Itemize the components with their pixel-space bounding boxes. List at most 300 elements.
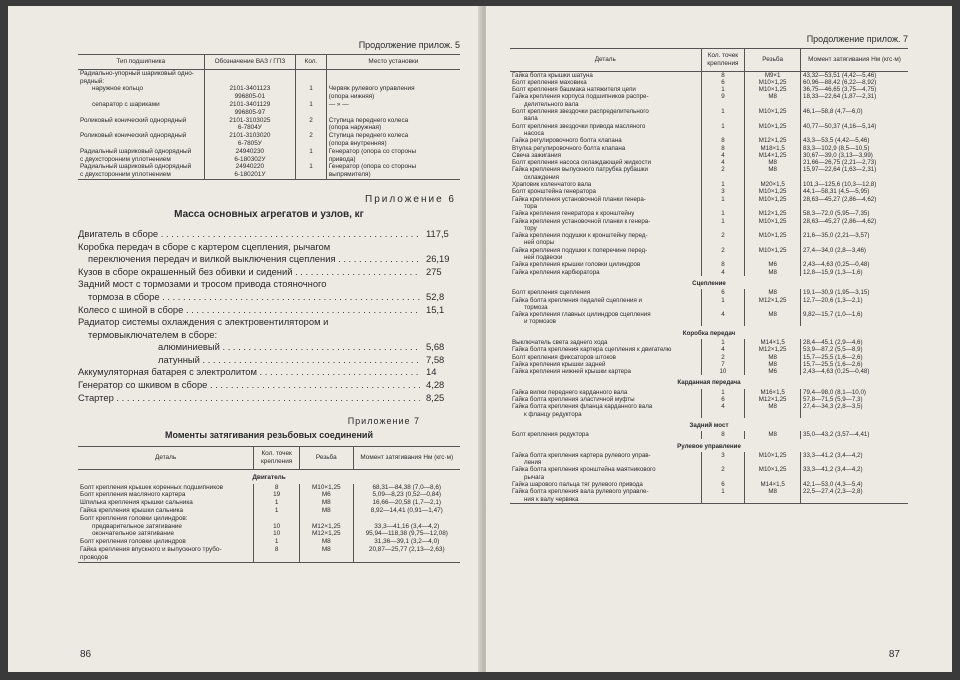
table-cell: 9,82—15,7 (1,0—1,6) bbox=[801, 311, 908, 318]
table-row bbox=[78, 530, 460, 538]
table-cell: 1 bbox=[701, 181, 745, 188]
table-cell: 2 bbox=[701, 232, 745, 239]
table-cell: М10×1,25 bbox=[745, 86, 801, 93]
mass-line: Коробка передач в сборе с картером сцепления, рычагом bbox=[78, 240, 331, 252]
table-cell: 15,7—25,5 (1,6—2,6) bbox=[801, 361, 908, 368]
table-cell bbox=[745, 459, 801, 466]
table-cell bbox=[801, 411, 908, 418]
table-cell: Генератор (опора со стороны bbox=[326, 163, 460, 171]
table-cell: 15,7—25,5 (1,6—2,6) bbox=[801, 354, 908, 361]
section-title: Карданная передача bbox=[677, 379, 741, 387]
table-cell bbox=[745, 318, 801, 325]
table-cell: 4 bbox=[701, 311, 745, 318]
table-cell: Гайка болта крышки шатуна bbox=[512, 71, 593, 79]
table-cell: 53,9—87,2 (5,5—8,9) bbox=[801, 346, 908, 353]
table-cell bbox=[296, 171, 327, 179]
table-cell: 35,0—43,2 (3,57—4,41) bbox=[801, 431, 908, 438]
table-row bbox=[78, 69, 460, 77]
table-cell bbox=[745, 496, 801, 504]
table-cell bbox=[701, 130, 745, 137]
table-cell bbox=[745, 203, 801, 210]
table-cell: тора bbox=[524, 202, 538, 210]
table-cell: 33,3—41,2 (3,4—4,2) bbox=[801, 452, 908, 459]
table-cell: 44,1—58,31 (4,5—5,95) bbox=[801, 188, 908, 195]
table-cell bbox=[801, 203, 908, 210]
table-cell: тору bbox=[524, 224, 537, 232]
table-cell bbox=[701, 474, 745, 481]
table-cell bbox=[801, 174, 908, 181]
torque-table-right bbox=[510, 48, 908, 504]
table-row bbox=[78, 85, 460, 93]
table-cell: 996805-01 bbox=[204, 93, 296, 101]
table-row bbox=[510, 346, 908, 353]
mass-item bbox=[78, 392, 460, 405]
table-cell: (опора наружная) bbox=[326, 124, 460, 132]
table-row bbox=[510, 466, 908, 473]
table-cell: Гайка болта крепления вала рулевого управле- bbox=[512, 488, 649, 496]
table-cell bbox=[745, 225, 801, 232]
page-number-right: 87 bbox=[888, 649, 900, 660]
table-cell: 5,09—8,23 (0,52—0,84) bbox=[353, 491, 460, 499]
table-cell: М8 bbox=[745, 159, 801, 166]
table-cell: М9×1 bbox=[745, 71, 801, 79]
section-title: Двигатель bbox=[252, 473, 286, 481]
table-row bbox=[510, 459, 908, 466]
column-header: Кол. точек крепления bbox=[254, 447, 300, 470]
torque-table-left bbox=[78, 446, 460, 562]
table-cell: Гайка крепления выпускного патрубка рубашки bbox=[512, 166, 648, 174]
table-row bbox=[78, 78, 460, 86]
table-cell: 2,43—4,63 (0,25—0,48) bbox=[801, 261, 908, 268]
table-cell: 95,94—118,38 (9,75—12,08) bbox=[353, 530, 460, 538]
table-cell: М14×1,5 bbox=[745, 481, 801, 488]
mass-item-name: Кузов в сборе окрашенный без обивки и сидений . . . bbox=[78, 266, 420, 279]
table-cell bbox=[701, 304, 745, 311]
table-cell: М10×1,25 bbox=[745, 79, 801, 86]
table-row bbox=[510, 174, 908, 181]
table-cell: Болт крепления звездочки распределительного bbox=[512, 108, 649, 116]
table-cell: 20,87—25,77 (2,13—2,63) bbox=[353, 546, 460, 554]
table-cell: Гайка крепления установочной планки генера- bbox=[512, 195, 646, 203]
table-row bbox=[510, 289, 908, 296]
table-cell: 33,3—41,16 (3,4—4,2) bbox=[353, 523, 460, 531]
table-cell: 8 bbox=[701, 137, 745, 144]
table-cell: 15,97—22,64 (1,63—2,31) bbox=[801, 166, 908, 173]
table-cell bbox=[78, 93, 204, 101]
table-cell bbox=[701, 101, 745, 108]
table-cell: и тормозов bbox=[524, 318, 556, 326]
table-cell: М8 bbox=[745, 354, 801, 361]
table-row bbox=[510, 196, 908, 203]
column-header: Момент затягивания Нм (кгс·м) bbox=[353, 447, 460, 470]
table-cell bbox=[801, 115, 908, 122]
table-cell: 6-7804У bbox=[204, 124, 296, 132]
section-title: Коробка передач bbox=[682, 329, 736, 337]
table-cell bbox=[801, 225, 908, 232]
table-cell: Шпилька крепления крышки сальника bbox=[80, 499, 193, 507]
table-cell: 8 bbox=[701, 431, 745, 438]
section-title: Сцепление bbox=[692, 279, 726, 287]
page-number-left: 86 bbox=[80, 649, 92, 660]
table-cell bbox=[296, 109, 327, 117]
table-row bbox=[510, 130, 908, 137]
table-cell: М6 bbox=[745, 368, 801, 375]
table-cell bbox=[296, 78, 327, 86]
table-cell: Втулка регулировочного болта клапана bbox=[512, 144, 626, 152]
mass-item bbox=[78, 341, 460, 354]
table-cell: М8 bbox=[745, 488, 801, 495]
table-cell: Роликовый конический однорядный bbox=[80, 132, 187, 140]
table-cell: привода) bbox=[326, 156, 460, 164]
table-row bbox=[510, 239, 908, 246]
table-cell: М8 bbox=[745, 93, 801, 100]
table-cell bbox=[801, 130, 908, 137]
table-cell: ния к валу червяка bbox=[524, 495, 579, 503]
table-cell: ней подвески bbox=[524, 254, 563, 262]
table-row bbox=[510, 261, 908, 268]
table-row bbox=[510, 361, 908, 368]
mass-item bbox=[78, 304, 460, 317]
table-cell bbox=[745, 304, 801, 311]
table-cell: М8 bbox=[300, 538, 353, 546]
table-cell bbox=[204, 78, 296, 86]
table-cell bbox=[701, 174, 745, 181]
table-row bbox=[510, 431, 908, 438]
table-cell: М12×1,25 bbox=[745, 396, 801, 403]
table-row bbox=[510, 452, 908, 459]
table-cell bbox=[254, 554, 300, 562]
table-cell: рычага bbox=[524, 473, 545, 481]
table-cell: Ступица переднего колеса bbox=[326, 117, 460, 125]
table-cell: 1 bbox=[296, 101, 327, 109]
column-header: Резьба bbox=[745, 49, 801, 72]
table-cell bbox=[801, 459, 908, 466]
table-cell: Болт крепления крышек коренных подшипников bbox=[80, 483, 224, 491]
table-cell: 10 bbox=[254, 530, 300, 538]
mass-item-value: 14 bbox=[426, 366, 437, 378]
table-cell: 2 bbox=[701, 247, 745, 254]
table-cell bbox=[701, 411, 745, 418]
table-row bbox=[78, 117, 460, 125]
mass-item bbox=[78, 291, 460, 304]
appendix-6-heading: Приложение 6 bbox=[365, 193, 456, 205]
table-cell: тормоза bbox=[524, 303, 548, 311]
appendix-7-title: Моменты затягивания резьбовых соединений bbox=[165, 430, 373, 441]
table-cell: М8 bbox=[300, 499, 353, 507]
table-row bbox=[510, 339, 908, 346]
table-cell: М10×1,25 bbox=[745, 232, 801, 239]
table-row bbox=[78, 109, 460, 117]
column-header: Момент затягивания Нм (кгс·м) bbox=[801, 49, 908, 72]
table-row bbox=[78, 132, 460, 140]
table-cell: предварительное затягивание bbox=[92, 522, 182, 530]
table-cell: 1 bbox=[701, 389, 745, 396]
mass-item-value: 8,25 bbox=[426, 391, 445, 403]
table-row bbox=[510, 225, 908, 232]
table-cell: 1 bbox=[701, 196, 745, 203]
table-cell: охлаждения bbox=[524, 173, 559, 181]
table-cell: 60,96—88,42 (6,22—8,92) bbox=[801, 79, 908, 86]
table-cell: 2101-3401123 bbox=[204, 85, 296, 93]
section-row bbox=[510, 375, 908, 388]
mass-line: Радиатор системы охлаждения с электровентилятором и bbox=[78, 316, 329, 328]
table-row bbox=[510, 86, 908, 93]
table-cell: 16,66—20,58 (1,7—2,1) bbox=[353, 499, 460, 507]
table-cell: 6-180302У bbox=[204, 156, 296, 164]
table-cell: — » — bbox=[326, 101, 460, 109]
table-cell: 2 bbox=[701, 354, 745, 361]
mass-line: Задний мост с тормозами и тросом привода стояночного bbox=[78, 278, 327, 290]
table-cell: сепаратор с шариками bbox=[92, 100, 160, 108]
column-header: Резьба bbox=[300, 447, 353, 470]
table-cell: 6-7805У bbox=[204, 140, 296, 148]
bearings-table bbox=[78, 54, 460, 180]
table-cell bbox=[353, 515, 460, 523]
table-cell: с двухсторонним уплотнением bbox=[80, 171, 171, 179]
table-cell bbox=[801, 239, 908, 246]
table-cell: 4 bbox=[701, 159, 745, 166]
table-cell: (опора внутренняя) bbox=[326, 140, 460, 148]
table-row bbox=[510, 488, 908, 495]
table-row bbox=[510, 254, 908, 261]
right-page bbox=[486, 6, 952, 672]
table-cell: 8 bbox=[701, 261, 745, 268]
table-cell bbox=[745, 474, 801, 481]
table-cell: 19,1—30,9 (1,95—3,15) bbox=[801, 289, 908, 296]
table-row bbox=[78, 491, 460, 499]
table-row bbox=[510, 166, 908, 173]
table-cell: Ступица переднего колеса bbox=[326, 132, 460, 140]
mass-item-name: латунный . . . bbox=[78, 354, 420, 367]
running-head-right: Продолжение прилож. 7 bbox=[806, 34, 908, 44]
table-row bbox=[510, 496, 908, 504]
mass-item-value: 117,5 bbox=[426, 227, 449, 239]
table-cell bbox=[701, 239, 745, 246]
left-page bbox=[8, 6, 482, 672]
table-cell: 33,3—41,2 (3,4—4,2) bbox=[801, 466, 908, 473]
table-cell bbox=[296, 69, 327, 77]
table-cell: 28,63—45,27 (2,86—4,62) bbox=[801, 196, 908, 203]
mass-item bbox=[78, 366, 460, 379]
table-cell: Болт крепления головки цилиндров bbox=[80, 538, 186, 546]
table-cell: М10×1,25 bbox=[745, 466, 801, 473]
table-cell: Радиальный шариковый однорядный bbox=[80, 163, 192, 171]
table-row bbox=[510, 297, 908, 304]
table-cell: 30,67—39,0 (3,13—3,99) bbox=[801, 152, 908, 159]
table-row bbox=[78, 554, 460, 562]
table-cell: Гайка крепления впускного и выпускного трубо- bbox=[80, 546, 222, 554]
table-cell: 19 bbox=[254, 491, 300, 499]
table-cell: 28,63—45,27 (2,86—4,62) bbox=[801, 218, 908, 225]
table-cell: к фланцу редуктора bbox=[524, 410, 582, 418]
running-head-left: Продолжение прилож. 5 bbox=[358, 40, 460, 50]
appendix-6-title: Масса основных агрегатов и узлов, кг bbox=[174, 208, 364, 220]
mass-item-value: 275 bbox=[426, 265, 442, 277]
table-cell: М12×1,25 bbox=[745, 297, 801, 304]
table-cell bbox=[701, 203, 745, 210]
table-row bbox=[510, 311, 908, 318]
table-cell: М8 bbox=[745, 431, 801, 438]
table-row bbox=[510, 145, 908, 152]
table-row bbox=[510, 188, 908, 195]
table-cell: Гайка болта крепления картера рулевого управ- bbox=[512, 451, 651, 459]
table-cell: 1 bbox=[701, 297, 745, 304]
table-cell: 1 bbox=[254, 507, 300, 515]
mass-line: термовыключателем в сборе: bbox=[88, 328, 218, 340]
table-cell: М8 bbox=[745, 269, 801, 276]
table-cell: 40,77—50,37 (4,16—5,14) bbox=[801, 123, 908, 130]
column-header: Тип подшипника bbox=[78, 55, 204, 70]
table-cell: М8 bbox=[745, 311, 801, 318]
table-cell: М10×1,25 bbox=[745, 247, 801, 254]
table-cell: 12,7—20,6 (1,3—2,1) bbox=[801, 297, 908, 304]
mass-item bbox=[78, 228, 460, 241]
table-row bbox=[510, 269, 908, 276]
table-cell: делительного вала bbox=[524, 100, 579, 108]
table-row bbox=[78, 499, 460, 507]
table-cell: 27,4—34,0 (2,8—3,46) bbox=[801, 247, 908, 254]
table-cell: 4 bbox=[701, 269, 745, 276]
table-cell: 12,8—15,9 (1,3—1,6) bbox=[801, 269, 908, 276]
table-cell: 1 bbox=[701, 339, 745, 346]
table-row bbox=[78, 515, 460, 523]
mass-item-name: алюминиевый . . . bbox=[78, 341, 420, 354]
table-cell: М18×1,5 bbox=[745, 145, 801, 152]
table-cell: Болт крепления редуктора bbox=[512, 431, 589, 439]
table-cell: 3 bbox=[701, 452, 745, 459]
table-cell: 4 bbox=[701, 152, 745, 159]
table-cell: Гайка крепления карбюратора bbox=[512, 268, 600, 276]
table-cell: 28,4—45,1 (2,9—4,6) bbox=[801, 339, 908, 346]
table-cell: 1 bbox=[701, 123, 745, 130]
table-cell: Храповик коленчатого вала bbox=[512, 181, 592, 189]
table-cell: 8,92—14,41 (0,91—1,47) bbox=[353, 507, 460, 515]
table-row bbox=[510, 152, 908, 159]
mass-list bbox=[78, 228, 460, 404]
table-row bbox=[510, 108, 908, 115]
table-cell: Болт крепления головки цилиндров: bbox=[80, 514, 188, 522]
table-cell: Гайка крепления подушки к кронштейну перед- bbox=[512, 232, 648, 240]
table-cell: 79,4—98,0 (8,1—10,0) bbox=[801, 389, 908, 396]
table-cell: Гайка крепления корпуса подшипников распре- bbox=[512, 93, 649, 101]
table-cell: 24940230 bbox=[204, 148, 296, 156]
table-cell bbox=[701, 254, 745, 261]
mass-item-name: переключения передач и вилкой выключения сцепления . . . bbox=[78, 253, 420, 266]
table-cell: Болт крепления сцепления bbox=[512, 289, 591, 297]
column-header: Кол. точек крепления bbox=[701, 49, 745, 72]
section-row bbox=[510, 276, 908, 289]
table-cell bbox=[801, 304, 908, 311]
table-cell: 43,32—53,51 (4,42—5,46) bbox=[801, 71, 908, 79]
table-cell: 31,36—39,1 (3,2—4,0) bbox=[353, 538, 460, 546]
table-cell: окончательное затягивание bbox=[92, 530, 175, 538]
table-cell: вала bbox=[524, 115, 538, 123]
table-cell: М10×1,25 bbox=[745, 218, 801, 225]
table-cell bbox=[701, 318, 745, 325]
table-cell: Гайка болта крепления эластичной муфты bbox=[512, 396, 635, 404]
table-cell: 46,1—58,8 (4,7—6,0) bbox=[801, 108, 908, 115]
table-cell: М8 bbox=[745, 403, 801, 410]
table-cell: М16×1,5 bbox=[745, 389, 801, 396]
table-cell bbox=[745, 130, 801, 137]
table-row bbox=[510, 368, 908, 375]
table-row bbox=[510, 137, 908, 144]
table-row bbox=[510, 159, 908, 166]
mass-item-name: Аккумуляторная батарея с электролитом . . . bbox=[78, 366, 420, 379]
table-cell: проводов bbox=[80, 553, 108, 561]
table-row bbox=[78, 93, 460, 101]
table-cell bbox=[326, 78, 460, 86]
table-cell bbox=[745, 239, 801, 246]
table-cell: Радиально-упорный шариковый одно- bbox=[80, 69, 194, 77]
table-cell bbox=[745, 174, 801, 181]
table-row bbox=[510, 354, 908, 361]
mass-item-name: Двигатель в сборе . . . bbox=[78, 228, 420, 241]
table-cell: с двухсторонним уплотнением bbox=[80, 155, 171, 163]
table-cell: 1 bbox=[296, 148, 327, 156]
table-cell bbox=[701, 225, 745, 232]
table-row bbox=[510, 218, 908, 225]
table-cell: 2101-3401129 bbox=[204, 101, 296, 109]
table-row bbox=[78, 538, 460, 546]
table-cell: 10 bbox=[254, 523, 300, 531]
table-cell: 1 bbox=[254, 538, 300, 546]
table-cell: М8 bbox=[300, 546, 353, 554]
table-cell bbox=[326, 69, 460, 77]
table-cell: 4 bbox=[701, 346, 745, 353]
table-row bbox=[510, 411, 908, 418]
table-cell: 21,6—35,0 (2,21—3,57) bbox=[801, 232, 908, 239]
table-cell: Гайка вилки переднего карданного вала bbox=[512, 388, 628, 396]
table-cell: 1 bbox=[296, 163, 327, 171]
table-cell: 101,3—125,6 (10,3—12,8) bbox=[801, 181, 908, 188]
table-cell: Болт крепления звездочки привода масляного bbox=[512, 122, 646, 130]
table-cell: (опора нижняя) bbox=[326, 93, 460, 101]
table-cell: 6 bbox=[701, 396, 745, 403]
table-cell: 1 bbox=[296, 85, 327, 93]
table-cell: Болт крепления маховика bbox=[512, 78, 587, 86]
table-cell: 1 bbox=[701, 210, 745, 217]
table-cell: М10×1,25 bbox=[745, 123, 801, 130]
table-cell: М10×1,25 bbox=[745, 196, 801, 203]
mass-item-value: 26,19 bbox=[426, 253, 450, 265]
section-row bbox=[78, 469, 460, 483]
mass-item-value: 4,28 bbox=[426, 379, 445, 391]
table-cell: 6 bbox=[701, 481, 745, 488]
table-cell: 2101-3103025 bbox=[204, 117, 296, 125]
table-cell: Гайка крепления генератора к кронштейну bbox=[512, 210, 635, 218]
table-cell: 7 bbox=[701, 361, 745, 368]
appendix-7-heading: Приложение 7 bbox=[347, 416, 420, 427]
table-cell bbox=[801, 496, 908, 504]
table-cell: 18,33—22,64 (1,87—2,31) bbox=[801, 93, 908, 100]
table-cell: 2 bbox=[701, 166, 745, 173]
table-cell bbox=[296, 93, 327, 101]
table-row bbox=[510, 181, 908, 188]
table-cell: Гайка крепления крышки сальника bbox=[80, 507, 184, 515]
table-cell: 9 bbox=[701, 93, 745, 100]
mass-item-value: 7,58 bbox=[426, 353, 445, 365]
table-cell bbox=[78, 124, 204, 132]
table-cell: 3 bbox=[701, 188, 745, 195]
table-cell: 57,8—71,5 (5,9—7,3) bbox=[801, 396, 908, 403]
table-cell: Гайка крепления установочной планки к генера- bbox=[512, 217, 651, 225]
table-cell: Болт крепления масляного картера bbox=[80, 491, 186, 499]
mass-item-value: 15,1 bbox=[426, 303, 445, 315]
section-title: Рулевое управление bbox=[677, 442, 741, 450]
table-row bbox=[510, 93, 908, 100]
table-cell: М12×1,25 bbox=[300, 530, 353, 538]
